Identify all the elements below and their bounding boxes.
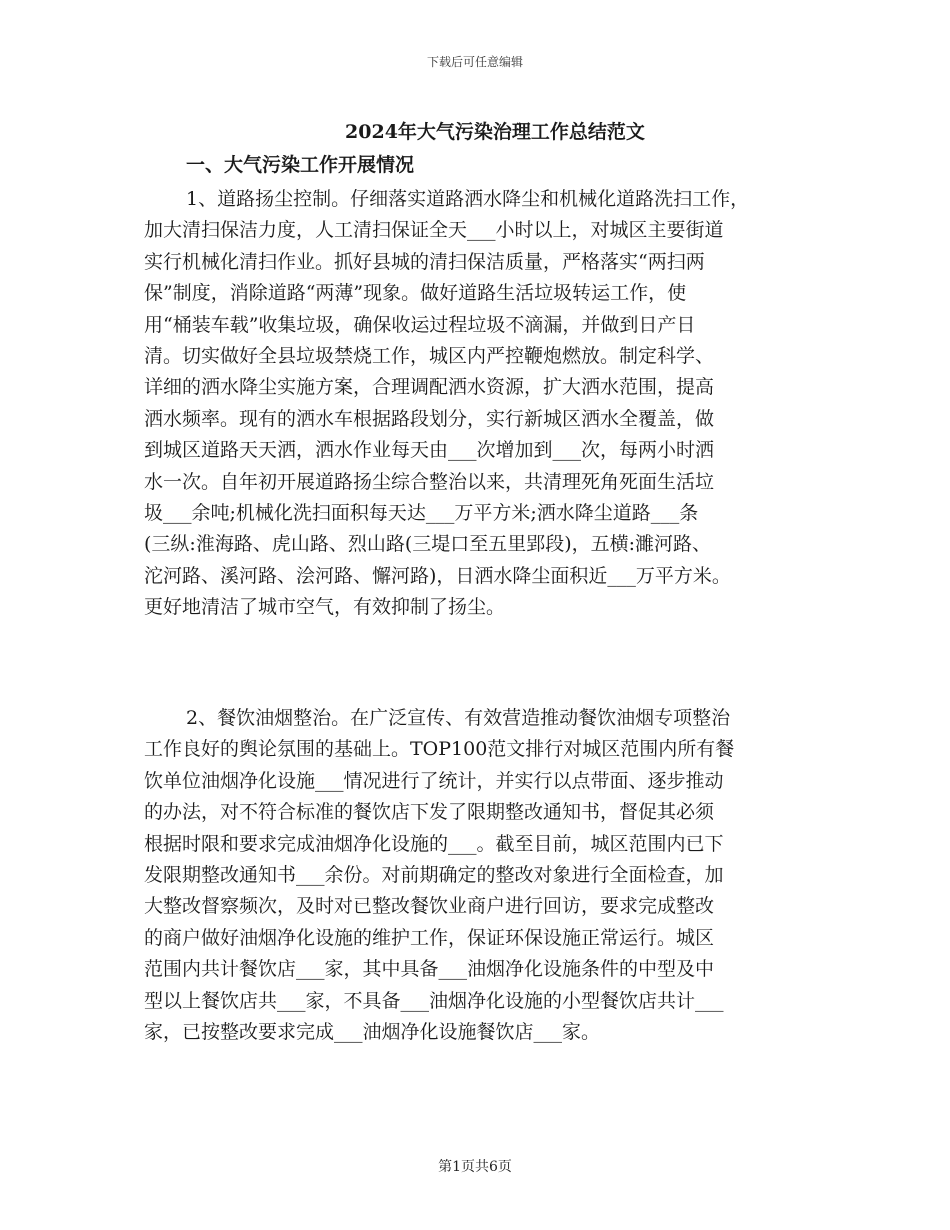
text-line: 的商户做好油烟净化设施的维护工作，保证环保设施正常运行。城区 (144, 926, 715, 949)
text-line: 到城区道路天天洒，洒水作业每天由___次增加到___次，每两小时洒 (144, 439, 715, 462)
text-line: 洒水频率。现有的洒水车根据路段划分，实行新城区洒水全覆盖，做 (144, 407, 715, 430)
document-title: 2024年大气污染治理工作总结范文 (345, 121, 645, 143)
text-line: 圾___余吨;机械化洗扫面积每天达___万平方米;洒水降尘道路___条 (144, 502, 699, 525)
section-heading: 一、大气污染工作开展情况 (186, 154, 415, 176)
text-line: 工作良好的舆论氛围的基础上。TOP100范文排行对城区范围内所有餐 (144, 738, 735, 761)
text-line: 根据时限和要求完成油烟净化设施的___。截至目前，城区范围内已下 (144, 832, 724, 855)
text-line: 2、餐饮油烟整治。在广泛宣传、有效营造推动餐饮油烟专项整治 (186, 707, 731, 729)
text-line: 保”制度，消除道路“两薄”现象。做好道路生活垃圾转运工作，使 (144, 282, 687, 305)
text-line: 饮单位油烟净化设施___情况进行了统计，并实行以点带面、逐步推动 (144, 769, 724, 792)
text-line: 水一次。自年初开展道路扬尘综合整治以来，共清理死角死面生活垃 (144, 470, 715, 493)
text-line: 加大清扫保洁力度，人工清扫保证全天___小时以上，对城区主要街道 (144, 219, 724, 242)
text-line: 的办法，对不符合标准的餐饮店下发了限期整改通知书，督促其必须 (144, 801, 715, 824)
text-line: 实行机械化清扫作业。抓好县城的清扫保洁质量，严格落实“两扫两 (144, 250, 705, 273)
text-line: 1、道路扬尘控制。仔细落实道路洒水降尘和机械化道路洗扫工作， (186, 188, 750, 210)
text-line: 沱河路、溪河路、浍河路、懈河路)，日洒水降尘面积近___万平方米。 (144, 564, 731, 587)
text-line: 范围内共计餐饮店___家，其中具备___油烟净化设施条件的中型及中 (144, 958, 715, 981)
text-line: 家，已按整改要求完成___油烟净化设施餐饮店___家。 (144, 1021, 601, 1044)
text-line: 发限期整改通知书___余份。对前期确定的整改对象进行全面检查，加 (144, 864, 724, 887)
paragraph-road-dust-control (144, 184, 804, 624)
page-footer-page-number: 第1页共6页 (438, 1159, 512, 1175)
page-header-note: 下载后可任意编辑 (426, 55, 523, 69)
text-line: 型以上餐饮店共___家，不具备___油烟净化设施的小型餐饮店共计___ (144, 989, 724, 1012)
paragraph-catering-fume-control (144, 703, 804, 1048)
text-line: 大整改督察频次，及时对已整改餐饮业商户进行回访，要求完成整改 (144, 895, 715, 918)
text-line: 清。切实做好全县垃圾禁烧工作，城区内严控鞭炮燃放。制定科学、 (144, 345, 715, 368)
text-line: (三纵:淮海路、虎山路、烈山路(三堤口至五里郢段)，五横:濉河路、 (144, 533, 712, 556)
text-line: 更好地清洁了城市空气，有效抑制了扬尘。 (144, 596, 506, 619)
text-line: 用“桶装车载”收集垃圾，确保收运过程垃圾不滴漏，并做到日产日 (144, 313, 696, 336)
text-line: 详细的洒水降尘实施方案，合理调配洒水资源，扩大洒水范围，提高 (144, 376, 715, 399)
